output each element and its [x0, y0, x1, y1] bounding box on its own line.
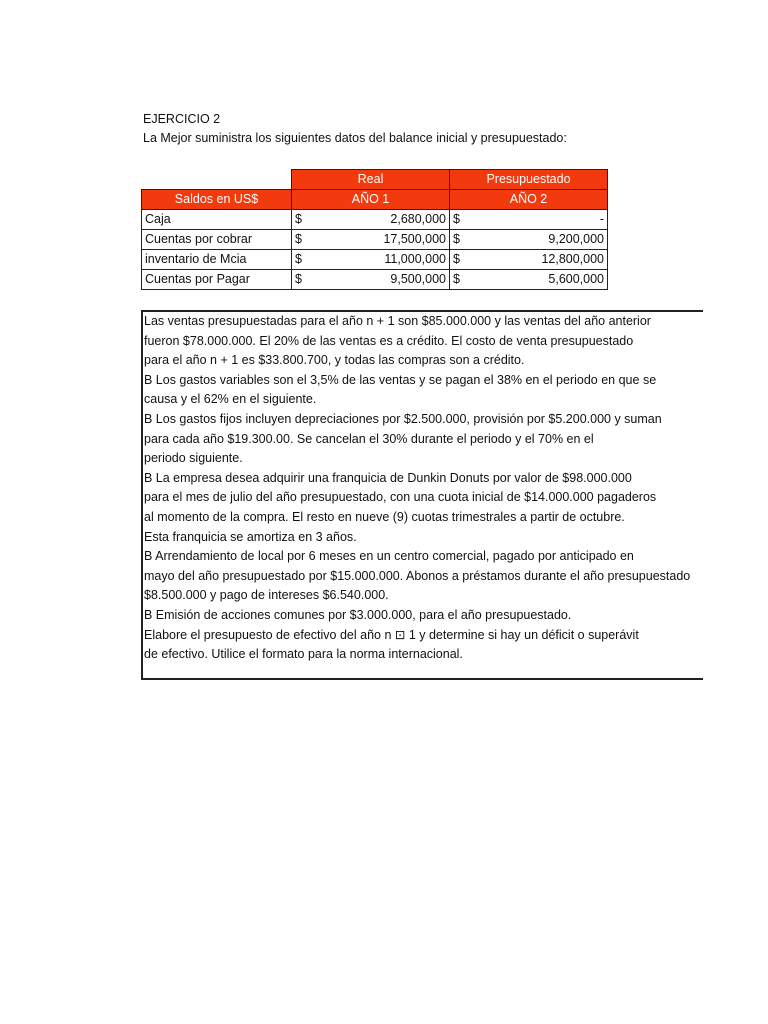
- currency-symbol: $: [450, 270, 470, 290]
- note-line: Elabore el presupuesto de efectivo del año n ⊡ 1 y determine si hay un déficit o superávit: [144, 627, 639, 642]
- note-line: de efectivo. Utilice el formato para la norma internacional.: [144, 647, 463, 662]
- note-line: B Arrendamiento de local por 6 meses en un centro comercial, pagado por anticipado en: [144, 549, 634, 564]
- exercise-intro: La Mejor suministra los siguientes datos del balance inicial y presupuestado:: [143, 131, 567, 145]
- year2-value: 9,200,000: [470, 230, 608, 250]
- note-line: B Los gastos fijos incluyen depreciaciones por $2.500.000, provisión por $5.200.000 y suman: [144, 411, 662, 426]
- table-row: [142, 210, 608, 230]
- row-label: inventario de Mcia: [142, 250, 292, 270]
- year1-value: 9,500,000: [312, 270, 450, 290]
- group-header-row: [142, 170, 608, 190]
- year2-value: 5,600,000: [470, 270, 608, 290]
- exercise-title: EJERCICIO 2: [143, 112, 221, 126]
- note-line: para cada año $19.300.00. Se cancelan el 30% durante el periodo y el 70% en el: [144, 431, 594, 446]
- note-line: B Los gastos variables son el 3,5% de las ventas y se pagan el 38% en el periodo en que se: [144, 372, 657, 387]
- year2-header: AÑO 2: [450, 190, 608, 210]
- blank-cell: [142, 170, 292, 190]
- year1-value: 11,000,000: [312, 250, 450, 270]
- year2-value: -: [470, 210, 608, 230]
- year2-value: 12,800,000: [470, 250, 608, 270]
- note-line: fueron $78.000.000. El 20% de las ventas es a crédito. El costo de venta presupuestado: [144, 333, 634, 348]
- row-label: Cuentas por cobrar: [142, 230, 292, 250]
- note-line: al momento de la compra. El resto en nueve (9) cuotas trimestrales a partir de octubre.: [144, 509, 625, 524]
- currency-symbol: $: [450, 250, 470, 270]
- balance-table: [141, 169, 608, 290]
- row-label: Cuentas por Pagar: [142, 270, 292, 290]
- note-line: B Emisión de acciones comunes por $3.000.000, para el año presupuestado.: [144, 607, 572, 622]
- note-line: mayo del año presupuestado por $15.000.000. Abonos a préstamos durante el año presupuestado: [144, 568, 691, 583]
- year-header-row: [142, 190, 608, 210]
- note-line: para el mes de julio del año presupuestado, con una cuota inicial de $14.000.000 pagaderos: [144, 490, 657, 505]
- note-line: para el año n + 1 es $33.800.700, y todas las compras son a crédito.: [144, 353, 525, 368]
- table-row: [142, 250, 608, 270]
- table-row: [142, 230, 608, 250]
- year1-header: AÑO 1: [292, 190, 450, 210]
- real-header: Real: [292, 170, 450, 190]
- currency-symbol: $: [450, 210, 470, 230]
- year1-value: 2,680,000: [312, 210, 450, 230]
- note-line: Esta franquicia se amortiza en 3 años.: [144, 529, 357, 544]
- note-line: periodo siguiente.: [144, 451, 243, 466]
- currency-symbol: $: [292, 230, 312, 250]
- saldos-header: Saldos en US$: [142, 190, 292, 210]
- table-row: [142, 270, 608, 290]
- presupuestado-header: Presupuestado: [450, 170, 608, 190]
- currency-symbol: $: [450, 230, 470, 250]
- row-label: Caja: [142, 210, 292, 230]
- currency-symbol: $: [292, 210, 312, 230]
- note-line: B La empresa desea adquirir una franquicia de Dunkin Donuts por valor de $98.000.000: [144, 470, 632, 485]
- notes-box: [141, 310, 703, 680]
- note-line: $8.500.000 y pago de intereses $6.540.000.: [144, 588, 389, 603]
- exercise-header: [143, 110, 567, 148]
- note-line: causa y el 62% en el siguiente.: [144, 392, 317, 407]
- note-line: Las ventas presupuestadas para el año n + 1 son $85.000.000 y las ventas del año anterior: [144, 314, 651, 328]
- currency-symbol: $: [292, 250, 312, 270]
- currency-symbol: $: [292, 270, 312, 290]
- year1-value: 17,500,000: [312, 230, 450, 250]
